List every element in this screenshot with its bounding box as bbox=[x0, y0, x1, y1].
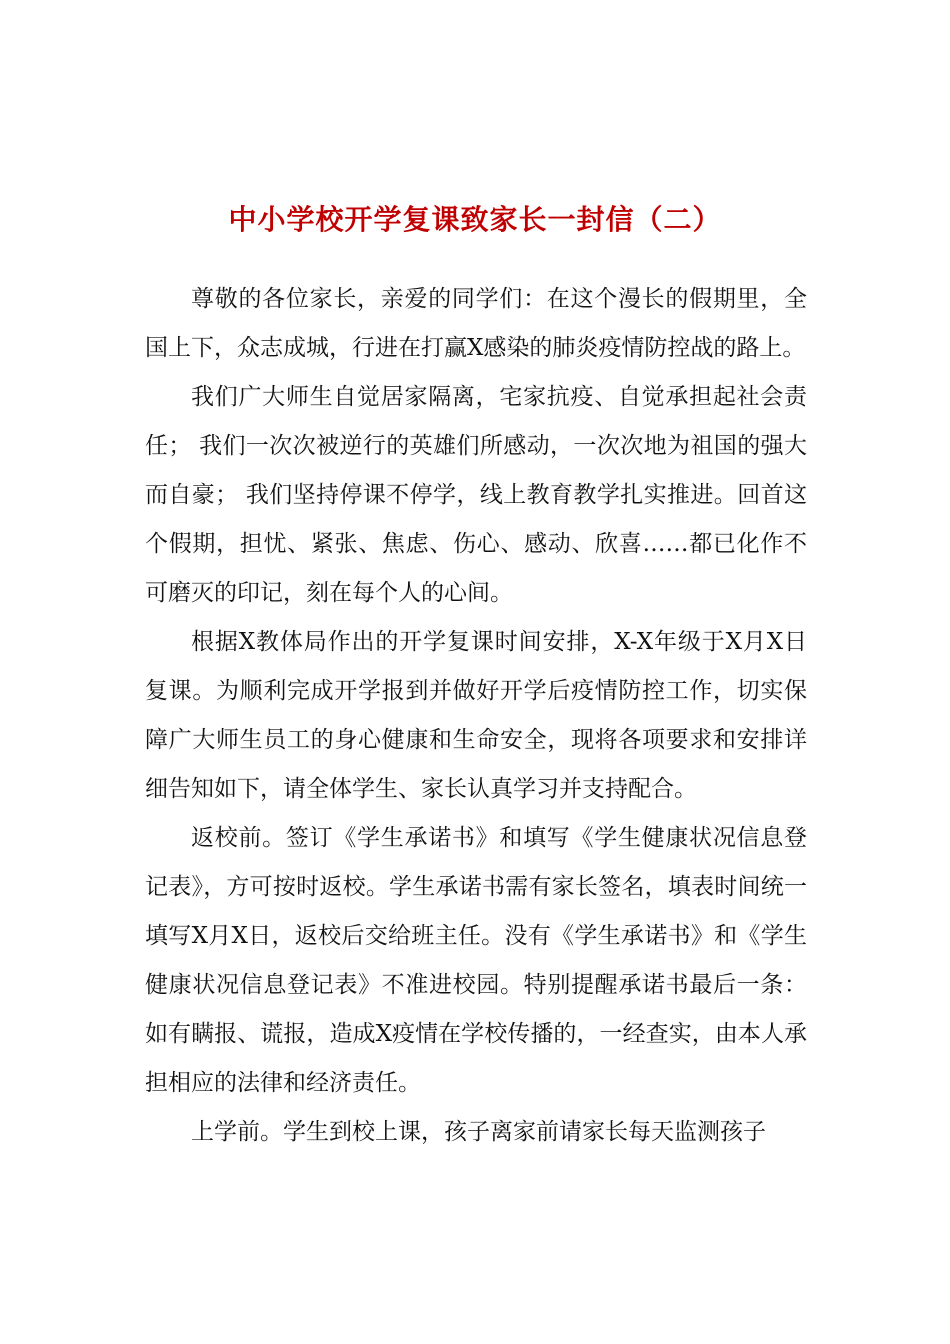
paragraph-greeting: 尊敬的各位家长，亲爱的同学们：在这个漫长的假期里，全国上下，众志成城，行进在打赢X感染的肺炎疫情防控战的路上。 bbox=[145, 286, 807, 361]
letter-body bbox=[145, 275, 807, 1157]
paragraph-before-school: 上学前。学生到校上课，孩子离家前请家长每天监测孩子 bbox=[191, 1119, 766, 1145]
document-title: 中小学校开学复课致家长一封信（二） bbox=[228, 203, 722, 236]
paragraph-schedule: 根据X教体局作出的开学复课时间安排，X-X年级于X月X日复课。为顺利完成开学报到并做好开学后疫情防控工作，切实保障广大师生员工的身心健康和生命安全，现将各项要求和安排详细告知如下，请全体学生、家长认真学习并支持配合。 bbox=[145, 629, 807, 802]
paragraph-before-return: 返校前。签订《学生承诺书》和填写《学生健康状况信息登记表》，方可按时返校。学生承诺书需有家长签名，填表时间统一填写X月X日，返校后交给班主任。没有《学生承诺书》和《学生健康状况信息登记表》不准进校园。特别提醒承诺书最后一条：如有瞒报、谎报，造成X疫情在学校传播的，一经查实，由本人承担相应的法律和经济责任。 bbox=[145, 825, 807, 1096]
paragraph-quarantine: 我们广大师生自觉居家隔离，宅家抗疫、自觉承担起社会责任； 我们一次次被逆行的英雄们所感动，一次次地为祖国的强大而自豪； 我们坚持停课不停学，线上教育教学扎实推进。回首这个假期，担忧、紧张、焦虑、伤心、感动、欣喜……都已化作不可磨灭的印记，刻在每个人的心间。 bbox=[145, 384, 807, 606]
